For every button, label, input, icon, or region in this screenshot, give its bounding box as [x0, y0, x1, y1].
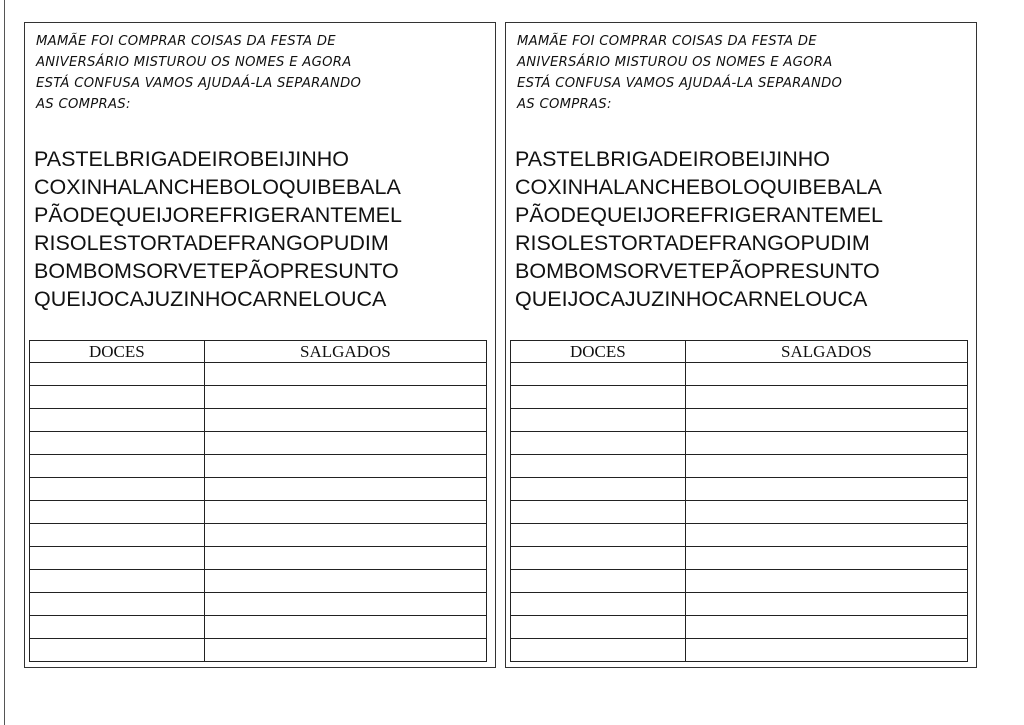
table-row [511, 616, 968, 639]
column-salgados: SALGADOS [204, 341, 486, 363]
instruction-line: ANIVERSÁRIO MISTUROU OS NOMES E AGORA [36, 54, 352, 70]
table-row [511, 547, 968, 570]
word-line: PASTELBRIGADEIROBEIJINHO [515, 147, 831, 171]
worksheet-card-left [24, 22, 496, 668]
doces-cell[interactable] [511, 639, 686, 662]
salgados-cell[interactable] [685, 386, 967, 409]
doces-cell[interactable] [30, 455, 205, 478]
doces-cell[interactable] [511, 593, 686, 616]
word-line: RISOLESTORTADEFRANGOPUDIM [515, 231, 870, 255]
salgados-cell[interactable] [685, 478, 967, 501]
column-doces: DOCES [511, 341, 686, 363]
word-line: PÃODEQUEIJOREFRIGERANTEMEL [34, 203, 402, 227]
table-row [511, 593, 968, 616]
table-row [30, 386, 487, 409]
scrambled-words [34, 145, 402, 313]
doces-cell[interactable] [511, 455, 686, 478]
doces-cell[interactable] [511, 501, 686, 524]
salgados-cell[interactable] [204, 409, 486, 432]
scrambled-words [515, 145, 883, 313]
column-doces: DOCES [30, 341, 205, 363]
instruction-line: AS COMPRAS: [517, 96, 612, 112]
instruction-line: ESTÁ CONFUSA VAMOS AJUDAÁ-LA SEPARANDO [36, 75, 362, 91]
word-line: QUEIJOCAJUZINHOCARNELOUCA [34, 287, 387, 311]
salgados-cell[interactable] [204, 501, 486, 524]
word-line: PÃODEQUEIJOREFRIGERANTEMEL [515, 203, 883, 227]
instruction-line: AS COMPRAS: [36, 96, 131, 112]
doces-cell[interactable] [30, 501, 205, 524]
doces-cell[interactable] [511, 547, 686, 570]
salgados-cell[interactable] [685, 409, 967, 432]
doces-cell[interactable] [30, 593, 205, 616]
doces-cell[interactable] [30, 432, 205, 455]
salgados-cell[interactable] [204, 432, 486, 455]
table-row [30, 432, 487, 455]
instructions [517, 31, 944, 115]
word-line: COXINHALANCHEBOLOQUIBEBALA [515, 175, 882, 199]
table-header-row [511, 341, 968, 363]
word-line: BOMBOMSORVETEPÃOPRESUNTO [34, 259, 399, 283]
salgados-cell[interactable] [204, 547, 486, 570]
table-row [30, 501, 487, 524]
table-row [30, 524, 487, 547]
table-row [30, 363, 487, 386]
salgados-cell[interactable] [685, 639, 967, 662]
salgados-cell[interactable] [204, 616, 486, 639]
salgados-cell[interactable] [204, 363, 486, 386]
salgados-cell[interactable] [204, 524, 486, 547]
salgados-cell[interactable] [204, 455, 486, 478]
salgados-cell[interactable] [685, 455, 967, 478]
word-line: BOMBOMSORVETEPÃOPRESUNTO [515, 259, 880, 283]
table-row [511, 639, 968, 662]
table-row [511, 570, 968, 593]
word-line: COXINHALANCHEBOLOQUIBEBALA [34, 175, 401, 199]
salgados-cell[interactable] [204, 639, 486, 662]
table-row [511, 432, 968, 455]
table-row [30, 409, 487, 432]
salgados-cell[interactable] [204, 386, 486, 409]
worksheet-card-right [505, 22, 977, 668]
salgados-cell[interactable] [685, 524, 967, 547]
instruction-line: ANIVERSÁRIO MISTUROU OS NOMES E AGORA [517, 54, 833, 70]
table-row [511, 363, 968, 386]
doces-cell[interactable] [30, 386, 205, 409]
instruction-line: MAMÃE FOI COMPRAR COISAS DA FESTA DE [36, 33, 336, 49]
doces-cell[interactable] [511, 524, 686, 547]
table-row [511, 386, 968, 409]
doces-cell[interactable] [511, 616, 686, 639]
salgados-cell[interactable] [685, 501, 967, 524]
table-row [30, 455, 487, 478]
doces-cell[interactable] [511, 409, 686, 432]
instruction-line: ESTÁ CONFUSA VAMOS AJUDAÁ-LA SEPARANDO [517, 75, 843, 91]
doces-cell[interactable] [30, 524, 205, 547]
word-line: PASTELBRIGADEIROBEIJINHO [34, 147, 350, 171]
doces-cell[interactable] [30, 547, 205, 570]
doces-cell[interactable] [511, 386, 686, 409]
table-header-row [30, 341, 487, 363]
doces-cell[interactable] [511, 478, 686, 501]
doces-cell[interactable] [511, 432, 686, 455]
salgados-cell[interactable] [685, 593, 967, 616]
table-row [30, 570, 487, 593]
salgados-cell[interactable] [685, 616, 967, 639]
table-row [30, 547, 487, 570]
instructions [36, 31, 463, 115]
salgados-cell[interactable] [204, 478, 486, 501]
salgados-cell[interactable] [685, 570, 967, 593]
table-row [511, 409, 968, 432]
doces-cell[interactable] [30, 478, 205, 501]
doces-cell[interactable] [30, 616, 205, 639]
doces-cell[interactable] [511, 570, 686, 593]
table-row [511, 524, 968, 547]
salgados-cell[interactable] [685, 432, 967, 455]
doces-cell[interactable] [30, 363, 205, 386]
salgados-cell[interactable] [204, 570, 486, 593]
salgados-cell[interactable] [204, 593, 486, 616]
doces-cell[interactable] [30, 570, 205, 593]
table-row [511, 478, 968, 501]
doces-cell[interactable] [511, 363, 686, 386]
instruction-line: MAMÃE FOI COMPRAR COISAS DA FESTA DE [517, 33, 817, 49]
word-line: QUEIJOCAJUZINHOCARNELOUCA [515, 287, 868, 311]
doces-cell[interactable] [30, 409, 205, 432]
column-salgados: SALGADOS [685, 341, 967, 363]
table-row [511, 455, 968, 478]
table-row [30, 639, 487, 662]
table-row [511, 501, 968, 524]
table-row [30, 616, 487, 639]
page-edge [4, 0, 5, 725]
word-line: RISOLESTORTADEFRANGOPUDIM [34, 231, 389, 255]
sorting-table [29, 340, 487, 662]
sorting-table [510, 340, 968, 662]
salgados-cell[interactable] [685, 363, 967, 386]
table-row [30, 593, 487, 616]
doces-cell[interactable] [30, 639, 205, 662]
salgados-cell[interactable] [685, 547, 967, 570]
table-row [30, 478, 487, 501]
